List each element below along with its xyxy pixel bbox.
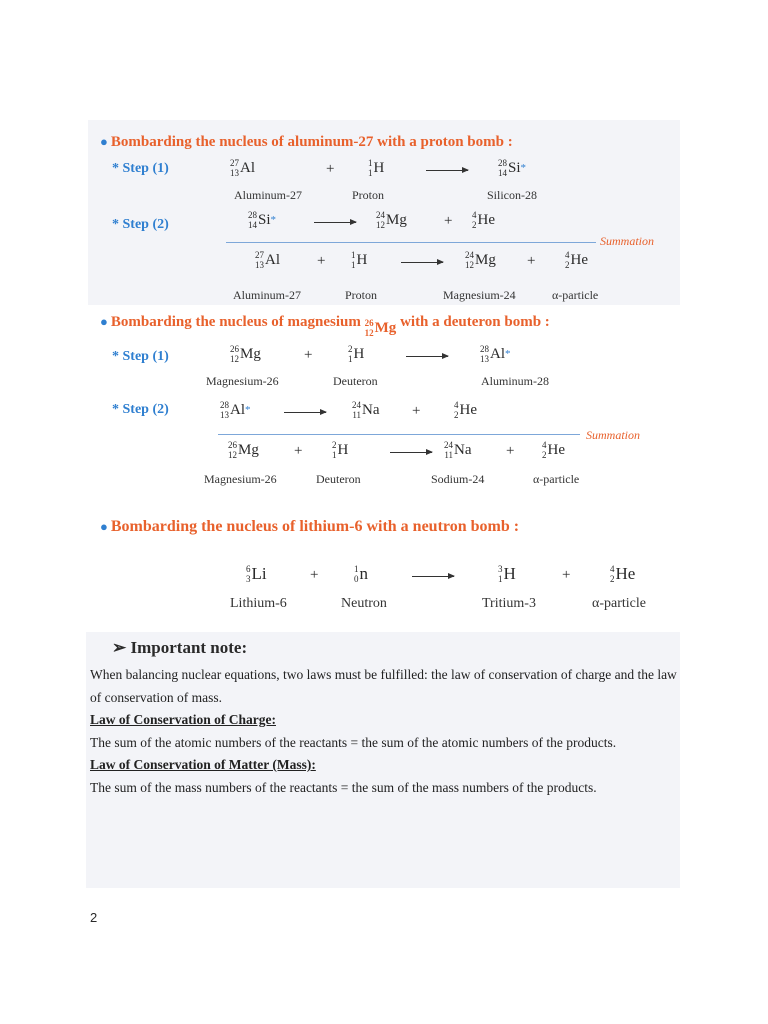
mass-number: 28 bbox=[498, 158, 507, 168]
nuclide bbox=[230, 158, 255, 178]
bullet-icon: ● bbox=[100, 314, 108, 329]
mass-number: 4 bbox=[472, 210, 477, 220]
nuclide-numbers bbox=[228, 440, 237, 460]
law1-text: The sum of the atomic numbers of the reactants = the sum of the atomic numbers of the products. bbox=[90, 734, 617, 750]
nuclide-numbers bbox=[246, 564, 251, 584]
nuclide-numbers bbox=[376, 210, 385, 230]
nuclide bbox=[454, 400, 477, 420]
plus-sign: + bbox=[506, 443, 515, 459]
atomic-number: 13 bbox=[480, 354, 489, 364]
nuclide bbox=[255, 250, 280, 270]
element-symbol: H bbox=[337, 441, 349, 458]
mass-number: 24 bbox=[444, 440, 453, 450]
atomic-number: 2 bbox=[610, 574, 615, 584]
element-symbol: Si bbox=[258, 211, 271, 228]
nuclide-numbers bbox=[230, 344, 239, 364]
nuclide-numbers bbox=[220, 400, 229, 420]
mass-number: 28 bbox=[248, 210, 257, 220]
atomic-number: 12 bbox=[230, 354, 239, 364]
element-symbol: Al bbox=[490, 345, 505, 362]
reaction-arrow-icon bbox=[401, 262, 443, 263]
mass-number: 26 bbox=[230, 344, 239, 354]
plus-sign: + bbox=[294, 443, 303, 459]
nuclide-numbers bbox=[368, 158, 373, 178]
s1-sum-name-1: Proton bbox=[345, 288, 378, 302]
plus-sign: + bbox=[326, 161, 335, 177]
atomic-number: 1 bbox=[368, 168, 373, 178]
s1-step2-label: * Step (2) bbox=[112, 217, 169, 232]
mass-number: 4 bbox=[565, 250, 570, 260]
s1-summation-label: Summation bbox=[600, 234, 654, 248]
atomic-number: 3 bbox=[246, 574, 251, 584]
element-symbol: He bbox=[570, 251, 588, 268]
mass-number: 28 bbox=[480, 344, 489, 354]
mass-number: 6 bbox=[246, 564, 251, 574]
nuclide-numbers bbox=[465, 250, 474, 270]
atomic-number: 13 bbox=[230, 168, 239, 178]
mass-number: 4 bbox=[454, 400, 459, 410]
s2-sum-name-3: α-particle bbox=[533, 472, 580, 486]
mass-number: 1 bbox=[368, 158, 373, 168]
reaction-arrow-icon bbox=[406, 356, 448, 357]
nuclide-numbers bbox=[365, 318, 374, 338]
s3-name-0: Lithium-6 bbox=[230, 596, 287, 611]
nuclide-numbers bbox=[354, 564, 359, 584]
mass-number: 28 bbox=[220, 400, 229, 410]
element-symbol: Mg bbox=[475, 251, 496, 268]
atomic-number: 12 bbox=[465, 260, 474, 270]
reaction-arrow-icon bbox=[426, 170, 468, 171]
s2-summation-label: Summation bbox=[586, 428, 640, 442]
mass-number: 27 bbox=[230, 158, 239, 168]
nuclide bbox=[376, 210, 407, 230]
mass-number: 24 bbox=[376, 210, 385, 220]
atomic-number: 0 bbox=[354, 574, 359, 584]
element-symbol: H bbox=[353, 345, 365, 362]
element-symbol: Mg bbox=[374, 319, 397, 336]
law2-text: The sum of the mass numbers of the reactants = the sum of the mass numbers of the products. bbox=[90, 779, 597, 795]
mass-number: 26 bbox=[228, 440, 237, 450]
atomic-number: 1 bbox=[332, 450, 337, 460]
nuclide bbox=[565, 250, 588, 270]
plus-sign: + bbox=[412, 403, 421, 419]
s2-step2-equation bbox=[220, 400, 500, 426]
arrow-marker-icon: ➢ bbox=[112, 638, 127, 657]
atomic-number: 14 bbox=[498, 168, 507, 178]
mass-number: 4 bbox=[610, 564, 615, 574]
element-symbol: Mg bbox=[240, 345, 261, 362]
s1-step1-name-1: Proton bbox=[352, 188, 385, 202]
s2-step1-name-0: Magnesium-26 bbox=[206, 374, 279, 388]
excited-state-marker: * bbox=[245, 404, 251, 416]
s3-name-3: α-particle bbox=[592, 596, 646, 611]
mass-number: 3 bbox=[498, 564, 503, 574]
note-body bbox=[90, 664, 678, 799]
nuclide bbox=[465, 250, 496, 270]
nuclide bbox=[498, 158, 526, 178]
atomic-number: 12 bbox=[376, 220, 385, 230]
nuclide-numbers bbox=[610, 564, 615, 584]
nuclide-numbers bbox=[230, 158, 239, 178]
nuclide-numbers bbox=[352, 400, 361, 420]
element-symbol: He bbox=[615, 564, 636, 583]
mass-number: 24 bbox=[352, 400, 361, 410]
plus-sign: + bbox=[310, 567, 319, 583]
element-symbol: Si bbox=[508, 159, 521, 176]
nuclide bbox=[444, 440, 472, 460]
mass-number: 26 bbox=[364, 318, 374, 328]
nuclide-numbers bbox=[444, 440, 453, 460]
atomic-number: 13 bbox=[220, 410, 229, 420]
mass-number: 2 bbox=[348, 344, 353, 354]
atomic-number: 11 bbox=[352, 410, 361, 420]
s2-step1-equation bbox=[230, 344, 530, 370]
nuclide-numbers bbox=[255, 250, 264, 270]
plus-sign: + bbox=[527, 253, 536, 269]
s1-step1-name-0: Aluminum-27 bbox=[234, 188, 302, 202]
element-symbol: Al bbox=[230, 401, 245, 418]
element-symbol: He bbox=[477, 211, 495, 228]
atomic-number: 11 bbox=[444, 450, 453, 460]
element-symbol: Na bbox=[362, 401, 380, 418]
nuclide-numbers bbox=[472, 210, 477, 230]
element-symbol: Na bbox=[454, 441, 472, 458]
s2-sum-name-2: Sodium-24 bbox=[431, 472, 485, 486]
s1-summation-line bbox=[226, 242, 596, 243]
plus-sign: + bbox=[304, 347, 313, 363]
section-2-heading-post: with a deuteron bomb : bbox=[396, 314, 550, 330]
element-symbol: Li bbox=[251, 564, 267, 583]
s1-sum-equation bbox=[255, 250, 595, 276]
s1-sum-name-2: Magnesium-24 bbox=[443, 288, 516, 302]
note-title-text: Important note: bbox=[130, 638, 248, 657]
nuclide-numbers bbox=[542, 440, 547, 460]
excited-state-marker: * bbox=[505, 348, 511, 360]
nuclide-numbers bbox=[498, 158, 507, 178]
s1-sum-name-3: α-particle bbox=[552, 288, 599, 302]
nuclide bbox=[246, 564, 267, 584]
s2-summation-line bbox=[218, 434, 580, 435]
bullet-icon: ● bbox=[100, 134, 108, 149]
atomic-number: 13 bbox=[255, 260, 264, 270]
bullet-icon: ● bbox=[100, 519, 108, 534]
s2-step2-label: * Step (2) bbox=[112, 402, 169, 417]
s1-sum-name-0: Aluminum-27 bbox=[233, 288, 301, 302]
s1-step1-label: * Step (1) bbox=[112, 161, 169, 176]
nuclide bbox=[332, 440, 348, 460]
section-3-heading bbox=[100, 518, 519, 536]
section-2-heading-pre: Bombarding the nucleus of magnesium bbox=[110, 314, 365, 330]
nuclide-numbers bbox=[351, 250, 356, 270]
nuclide-numbers bbox=[454, 400, 459, 420]
plus-sign: + bbox=[317, 253, 326, 269]
s2-step1-name-2: Aluminum-28 bbox=[481, 374, 549, 388]
s3-equation bbox=[246, 564, 656, 592]
element-symbol: Al bbox=[240, 159, 255, 176]
atomic-number: 1 bbox=[348, 354, 353, 364]
atomic-number: 2 bbox=[565, 260, 570, 270]
s2-sum-name-1: Deuteron bbox=[316, 472, 361, 486]
section-2-heading-isotope bbox=[364, 314, 397, 338]
atomic-number: 12 bbox=[228, 450, 237, 460]
nuclide bbox=[351, 250, 367, 270]
atomic-number: 14 bbox=[248, 220, 257, 230]
nuclide bbox=[228, 440, 259, 460]
plus-sign: + bbox=[444, 213, 453, 229]
nuclide bbox=[352, 400, 380, 420]
s2-sum-equation bbox=[228, 440, 588, 466]
reaction-arrow-icon bbox=[390, 452, 432, 453]
element-symbol: H bbox=[356, 251, 368, 268]
reaction-arrow-icon bbox=[412, 576, 454, 577]
atomic-number: 1 bbox=[351, 260, 356, 270]
nuclide-numbers bbox=[332, 440, 337, 460]
atomic-number: 2 bbox=[454, 410, 459, 420]
law1-title: Law of Conservation of Charge: bbox=[90, 712, 276, 727]
nuclide bbox=[498, 564, 516, 584]
nuclide bbox=[480, 344, 511, 364]
nuclide bbox=[368, 158, 384, 178]
s1-step1-equation bbox=[230, 158, 560, 184]
s2-step1-label: * Step (1) bbox=[112, 349, 169, 364]
mass-number: 1 bbox=[354, 564, 359, 574]
reaction-arrow-icon bbox=[314, 222, 356, 223]
element-symbol: H bbox=[373, 159, 385, 176]
element-symbol: Al bbox=[265, 251, 280, 268]
nuclide-numbers bbox=[248, 210, 257, 230]
nuclide-numbers bbox=[498, 564, 503, 584]
atomic-number: 2 bbox=[472, 220, 477, 230]
section-1-heading bbox=[100, 134, 513, 151]
s1-step1-name-2: Silicon-28 bbox=[487, 188, 537, 202]
s3-name-2: Tritium-3 bbox=[482, 596, 536, 611]
nuclide-numbers bbox=[348, 344, 353, 364]
element-symbol: He bbox=[547, 441, 565, 458]
section-3-heading-text: Bombarding the nucleus of lithium-6 with a neutron bomb : bbox=[110, 518, 520, 535]
page-number: 2 bbox=[90, 910, 98, 925]
s2-sum-name-0: Magnesium-26 bbox=[204, 472, 277, 486]
excited-state-marker: * bbox=[270, 214, 277, 226]
atomic-number: 1 bbox=[498, 574, 503, 584]
element-symbol: He bbox=[459, 401, 477, 418]
mass-number: 4 bbox=[542, 440, 547, 450]
note-title bbox=[112, 638, 247, 658]
mass-number: 27 bbox=[255, 250, 264, 260]
excited-state-marker: * bbox=[520, 162, 527, 174]
nuclide bbox=[354, 564, 368, 584]
plus-sign: + bbox=[562, 567, 571, 583]
nuclide-numbers bbox=[480, 344, 489, 364]
nuclide bbox=[348, 344, 364, 364]
reaction-arrow-icon bbox=[284, 412, 326, 413]
nuclide bbox=[248, 210, 276, 230]
element-symbol: H bbox=[503, 564, 516, 583]
element-symbol: Mg bbox=[238, 441, 259, 458]
nuclide bbox=[610, 564, 635, 584]
element-symbol: Mg bbox=[386, 211, 407, 228]
note-intro: When balancing nuclear equations, two laws must be fulfilled: the law of conservation of charge and the law of conservation of mass. bbox=[90, 667, 677, 705]
mass-number: 2 bbox=[332, 440, 337, 450]
nuclide bbox=[365, 318, 397, 338]
s1-step2-equation bbox=[248, 210, 528, 236]
atomic-number: 12 bbox=[364, 328, 374, 338]
nuclide bbox=[472, 210, 495, 230]
mass-number: 1 bbox=[351, 250, 356, 260]
atomic-number: 2 bbox=[542, 450, 547, 460]
section-2-heading bbox=[100, 314, 550, 338]
nuclide bbox=[220, 400, 251, 420]
s2-step1-name-1: Deuteron bbox=[333, 374, 378, 388]
nuclide-numbers bbox=[565, 250, 570, 270]
nuclide bbox=[542, 440, 565, 460]
mass-number: 24 bbox=[465, 250, 474, 260]
law2-title: Law of Conservation of Matter (Mass): bbox=[90, 757, 316, 772]
s3-name-1: Neutron bbox=[341, 596, 387, 611]
section-1-heading-text: Bombarding the nucleus of aluminum-27 with a proton bomb : bbox=[110, 134, 513, 150]
nuclide bbox=[230, 344, 261, 364]
element-symbol: n bbox=[359, 564, 368, 583]
